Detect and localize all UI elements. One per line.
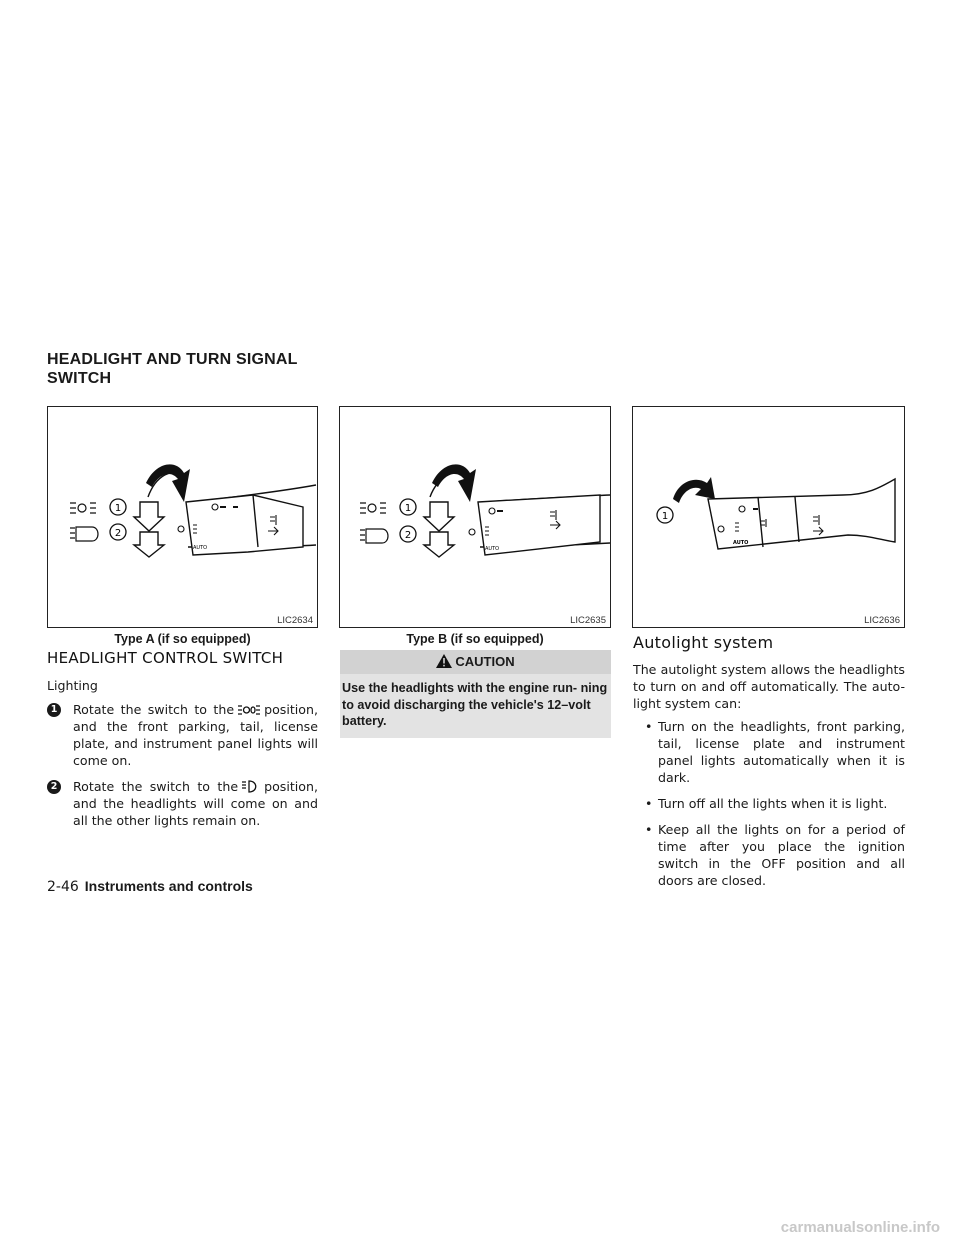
figure-code: LIC2634 [277,615,313,626]
step-text-after: position, and the front parking, tail, license plate, and instrument panel lights will come on. [73,702,318,768]
switch-auto-label: AUTO [733,540,749,546]
left-column [47,650,318,838]
figure-autolight [632,406,905,628]
page-footer [47,878,253,895]
list-item: • Turn off all the lights when it is light. [633,795,905,812]
right-column [633,634,905,898]
list-item: • Keep all the lights on for a period of time after you place the ignition switch in the OFF position and all doors are closed. [633,821,905,889]
list-item: • Turn on the headlights, front parking, tail, license plate and instrument panel lights automatically when it is dark. [633,718,905,786]
figure-code: LIC2636 [864,615,900,626]
step-text-before: Rotate the switch to the [73,702,235,717]
switch-auto-label: AUTO [485,546,500,552]
switch-illustration-c [633,407,906,629]
figure-code: LIC2635 [570,615,606,626]
figure-caption: Type B (if so equipped) [406,632,544,646]
step-2 [47,778,318,829]
caution-header [340,650,611,674]
step-number: 1 [47,703,61,717]
step-text-after: position, and the headlights will come on and all the other lights remain on. [73,779,318,828]
section-title: HEADLIGHT AND TURN SIGNAL SWITCH [47,351,298,387]
figure-label-2: 2 [404,530,412,541]
autolight-heading: Autolight system [633,633,774,652]
watermark: carmanualsonline.info [780,1219,940,1236]
lighting-subheading: Lighting [47,678,98,693]
step-number: 2 [47,780,61,794]
step-1 [47,701,318,769]
step-text-before: Rotate the switch to the [73,779,239,794]
headlight-icon [242,780,260,794]
headlight-control-heading: HEADLIGHT CONTROL SWITCH [47,649,284,667]
caution-box [340,650,611,738]
figure-label-1: 1 [661,511,669,522]
figure-label-1: 1 [114,503,122,514]
switch-auto-label: AUTO [193,545,208,551]
switch-illustration-a [48,407,319,629]
figure-label-2: 2 [114,528,122,539]
figure-caption: Type A (if so equipped) [114,632,251,646]
parking-lights-icon [238,703,260,717]
autolight-bullets [633,718,905,889]
middle-column [340,650,611,738]
caution-title: CAUTION [455,654,515,669]
switch-illustration-b [340,407,612,629]
figure-type-b [339,406,611,628]
page-number: 2-46 [47,879,79,895]
chapter-title: Instruments and controls [84,878,253,894]
autolight-intro: The autolight system allows the headlights to turn on and off automatically. The auto- light system can: [633,662,905,711]
figure-type-a [47,406,318,628]
figure-label-1: 1 [404,503,412,514]
warning-icon [436,654,452,668]
caution-text: Use the headlights with the engine run- ning to avoid discharging the vehicle's 12–volt battery. [342,681,608,728]
